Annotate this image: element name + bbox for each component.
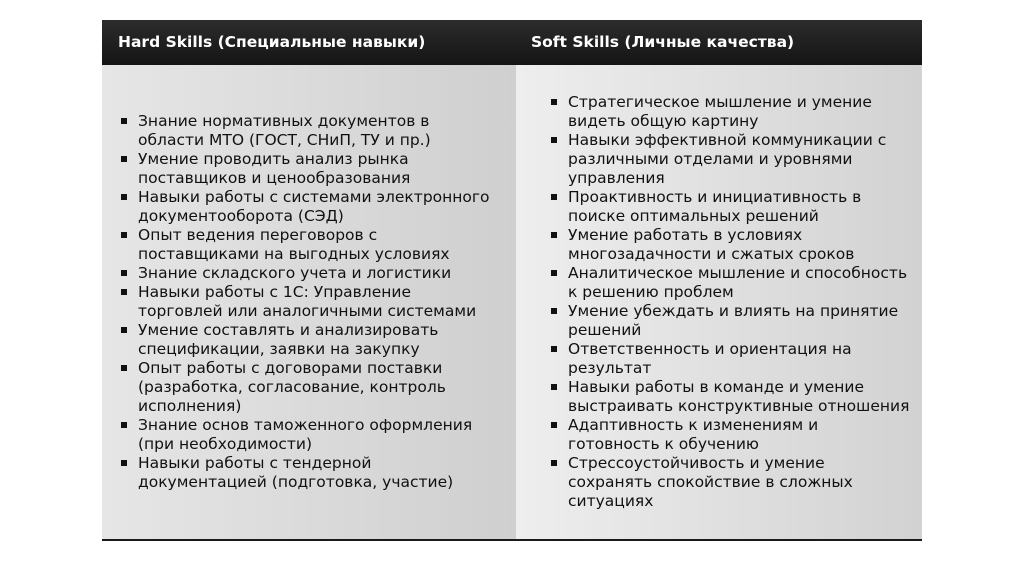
bullet-square-icon [121,289,127,295]
bullet-square-icon [121,460,127,466]
hard-skills-list [118,112,518,492]
soft-skill-item-line: Проактивность и инициативность в [568,188,862,206]
bullet-square-icon [551,137,557,143]
hard-skill-item-line: (разработка, согласование, контроль [138,378,446,396]
soft-skills-list [548,93,938,511]
bullet-square-icon [121,118,127,124]
soft-skill-item-line: Навыки работы в команде и умение [568,378,865,396]
soft-skill-item-line: управления [568,169,665,187]
hard-skill-item-line: Навыки работы с системами электронного [138,188,490,206]
hard-skill-item-line: Умение составлять и анализировать [138,321,439,339]
hard-skill-item-line: документацией (подготовка, участие) [138,473,454,491]
hard-skill-item-line: Знание основ таможенного оформления [138,416,473,434]
soft-skill-item-line: различными отделами и уровнями [568,150,853,168]
soft-skill-item-line: сохранять спокойствие в сложных [568,473,853,491]
soft-skill-item-line: Навыки эффективной коммуникации с [568,131,887,149]
hard-skill-item [118,112,518,150]
soft-skill-item [548,340,938,378]
soft-skill-item [548,131,938,188]
soft-skill-item-line: Аналитическое мышление и способность [568,264,908,282]
soft-skill-item [548,93,938,131]
hard-skill-item [118,188,518,226]
hard-skill-item-line: Навыки работы с тендерной [138,454,372,472]
bullet-square-icon [121,156,127,162]
hard-skill-item-line: торговлей или аналогичными системами [138,302,477,320]
soft-skill-item-line: результат [568,359,652,377]
soft-skill-item-line: Ответственность и ориентация на [568,340,852,358]
hard-skill-item-line: спецификации, заявки на закупку [138,340,420,358]
hard-skill-item-line: (при необходимости) [138,435,313,453]
hard-skill-item-line: исполнения) [138,397,242,415]
skills-table [102,20,922,541]
soft-skill-item-line: выстраивать конструктивные отношения [568,397,910,415]
hard-skills-cell [102,65,516,539]
bullet-square-icon [551,99,557,105]
soft-skill-item-line: поиске оптимальных решений [568,207,819,225]
bullet-square-icon [551,422,557,428]
soft-skill-item [548,416,938,454]
soft-skill-item-line: готовность к обучению [568,435,759,453]
bullet-square-icon [121,194,127,200]
soft-skill-item-line: видеть общую картину [568,112,759,130]
soft-skill-item [548,226,938,264]
hard-skill-item [118,264,518,283]
soft-skill-item [548,264,938,302]
hard-skill-item [118,283,518,321]
bullet-square-icon [551,194,557,200]
hard-skill-item [118,416,518,454]
hard-skill-item-line: Опыт ведения переговоров с [138,226,378,244]
bullet-square-icon [121,327,127,333]
soft-skill-item-line: Умение убеждать и влиять на принятие [568,302,899,320]
hard-skill-item-line: Опыт работы с договорами поставки [138,359,443,377]
hard-skill-item [118,359,518,416]
hard-skill-item-line: документооборота (СЭД) [138,207,344,225]
hard-skill-item-line: Навыки работы с 1С: Управление [138,283,411,301]
table-body-row [102,65,922,539]
table-header-row [102,20,922,65]
hard-skill-item [118,226,518,264]
soft-skills-header: Soft Skills (Личные качества) [531,33,795,51]
hard-skill-item-line: поставщиками на выгодных условиях [138,245,450,263]
soft-skill-item [548,302,938,340]
hard-skill-item-line: Знание складского учета и логистики [138,264,452,282]
bullet-square-icon [121,270,127,276]
soft-skill-item-line: Умение работать в условиях [568,226,803,244]
bullet-square-icon [551,384,557,390]
soft-skill-item-line: Стрессоустойчивость и умение [568,454,825,472]
bullet-square-icon [551,346,557,352]
soft-skill-item-line: ситуациях [568,492,654,510]
bullet-square-icon [551,460,557,466]
hard-skill-item-line: Знание нормативных документов в [138,112,430,130]
hard-skill-item-line: Умение проводить анализ рынка [138,150,409,168]
soft-skills-cell [516,65,922,539]
soft-skill-item-line: к решению проблем [568,283,734,301]
soft-skill-item-line: многозадачности и сжатых сроков [568,245,855,263]
soft-skill-item-line: решений [568,321,642,339]
bullet-square-icon [121,422,127,428]
hard-skill-item-line: области МТО (ГОСТ, СНиП, ТУ и пр.) [138,131,431,149]
bullet-square-icon [121,232,127,238]
hard-skill-item [118,150,518,188]
bullet-square-icon [551,308,557,314]
soft-skill-item [548,454,938,511]
soft-skill-item-line: Стратегическое мышление и умение [568,93,872,111]
hard-skill-item [118,321,518,359]
hard-skill-item-line: поставщиков и ценообразования [138,169,411,187]
soft-skill-item [548,188,938,226]
soft-skill-item [548,378,938,416]
bullet-square-icon [551,232,557,238]
bullet-square-icon [551,270,557,276]
hard-skill-item [118,454,518,492]
hard-skills-header: Hard Skills (Специальные навыки) [118,33,426,51]
bullet-square-icon [121,365,127,371]
soft-skill-item-line: Адаптивность к изменениям и [568,416,819,434]
